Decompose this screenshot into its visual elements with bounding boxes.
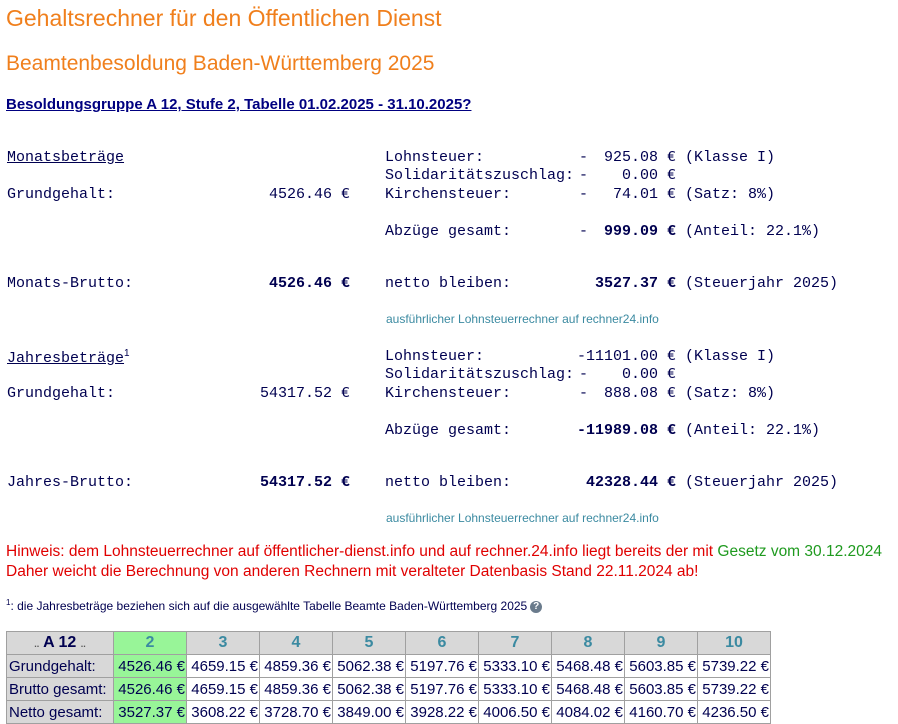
row-label: Brutto gesamt: — [7, 678, 114, 701]
monthly-soli-sign: - — [579, 167, 589, 184]
monthly-netto-label: netto bleiben: — [385, 275, 512, 292]
stufe-column-header[interactable]: 9 — [625, 632, 698, 655]
monthly-kirchensteuer-label: Kirchensteuer: — [385, 186, 512, 203]
yearly-grundgehalt-value: 54317.52 € — [259, 385, 350, 402]
jahres-brutto-value: 54317.52 € — [259, 474, 350, 491]
table-cell: 4659.15 € — [187, 655, 260, 678]
yearly-lohnsteuer-label: Lohnsteuer: — [385, 348, 485, 365]
table-cell: 5739.22 € — [698, 655, 771, 678]
stufe-column-header[interactable]: 2 — [114, 632, 187, 655]
yearly-kirchensteuer-note: (Satz: 8%) — [685, 385, 776, 402]
table-cell: 5062.38 € — [333, 678, 406, 701]
table-cell: 5739.22 € — [698, 678, 771, 701]
yearly-soli-value: 0.00 € — [621, 366, 676, 383]
table-cell: 4859.36 € — [260, 678, 333, 701]
yearly-kirchensteuer-value: 888.08 € — [603, 385, 676, 402]
hint-line-2: Daher weicht die Berechnung von anderen Rechnern mit veralteter Datenbasis Stand 22.11.2024 ab! — [6, 563, 699, 580]
stufe-column-header[interactable]: 7 — [479, 632, 552, 655]
yearly-abzuege-note: (Anteil: 22.1%) — [685, 422, 821, 439]
table-cell: 5197.76 € — [406, 678, 479, 701]
jahresbetraege-heading-text: Jahresbeträge — [7, 350, 125, 367]
jahresbetraege-heading — [7, 348, 130, 367]
monthly-lohnsteuer-sign: - — [579, 149, 589, 166]
yearly-rechner24-link[interactable]: ausführlicher Lohnsteuerrechner auf rechner24.info — [386, 511, 659, 525]
table-cell: 3608.22 € — [187, 701, 260, 724]
besoldungsgruppe-link[interactable]: Besoldungsgruppe A 12, Stufe 2, Tabelle 01.02.2025 - 31.10.2025? — [6, 96, 472, 113]
table-cell: 3728.70 € — [260, 701, 333, 724]
corner-prefix: .. — [34, 639, 40, 649]
table-row-netto — [7, 701, 771, 724]
monthly-lohnsteuer-value: 925.08 € — [603, 149, 676, 166]
table-cell: 3928.22 € — [406, 701, 479, 724]
table-cell: 5468.48 € — [552, 678, 625, 701]
table-cell: 5603.85 € — [625, 678, 698, 701]
question-circle-icon[interactable]: ? — [530, 601, 542, 613]
monthly-soli-label: Solidaritätszuschlag: — [385, 167, 575, 184]
jahres-brutto-label: Jahres-Brutto: — [7, 474, 134, 491]
monthly-rechner24-link[interactable]: ausführlicher Lohnsteuerrechner auf rechner24.info — [386, 312, 659, 326]
yearly-abzuege-value: -11989.08 € — [576, 422, 676, 439]
table-cell: 3527.37 € — [114, 701, 187, 724]
table-cell: 5062.38 € — [333, 655, 406, 678]
yearly-soli-sign: - — [579, 366, 589, 383]
monthly-abzuege-label: Abzüge gesamt: — [385, 223, 512, 240]
table-cell: 4526.46 € — [114, 655, 187, 678]
yearly-lohnsteuer-value: -11101.00 € — [576, 348, 676, 365]
table-cell: 4084.02 € — [552, 701, 625, 724]
hint-line-1-green: Gesetz vom 30.12.2024 — [717, 543, 882, 560]
yearly-grundgehalt-label: Grundgehalt: — [7, 385, 116, 402]
footnote-text: : die Jahresbeträge beziehen sich auf die ausgewählte Tabelle Beamte Baden-Württemberg 2025 — [10, 599, 528, 613]
monthly-abzuege-note: (Anteil: 22.1%) — [685, 223, 821, 240]
corner-suffix: .. — [80, 639, 86, 649]
table-cell: 4160.70 € — [625, 701, 698, 724]
monthly-abzuege-value: 999.09 € — [603, 223, 676, 240]
yearly-lohnsteuer-note: (Klasse I) — [685, 348, 776, 365]
monats-brutto-label: Monats-Brutto: — [7, 275, 134, 292]
table-cell: 5333.10 € — [479, 655, 552, 678]
table-cell: 5603.85 € — [625, 655, 698, 678]
table-cell: 4006.50 € — [479, 701, 552, 724]
hint-line-1-red: Hinweis: dem Lohnsteuerrechner auf öffentlicher-dienst.info und auf rechner.24.info liegt bereits der mit — [6, 543, 718, 560]
monthly-netto-note: (Steuerjahr 2025) — [685, 275, 839, 292]
monthly-lohnsteuer-note: (Klasse I) — [685, 149, 776, 166]
yearly-netto-note: (Steuerjahr 2025) — [685, 474, 839, 491]
monatsbetraege-heading: Monatsbeträge — [7, 149, 125, 166]
footnote-marker: 1 — [6, 598, 11, 607]
monthly-grundgehalt-value: 4526.46 € — [268, 186, 350, 203]
table-cell: 4236.50 € — [698, 701, 771, 724]
yearly-netto-value: 42328.44 € — [585, 474, 676, 491]
table-corner-group[interactable] — [7, 632, 114, 655]
stufe-column-header[interactable]: 8 — [552, 632, 625, 655]
jahresbetraege-footnote-marker: 1 — [124, 348, 130, 359]
table-cell: 4659.15 € — [187, 678, 260, 701]
page-subtitle: Beamtenbesoldung Baden-Württemberg 2025 — [6, 52, 435, 75]
table-row-grundgehalt — [7, 655, 771, 678]
monthly-lohnsteuer-label: Lohnsteuer: — [385, 149, 485, 166]
yearly-soli-label: Solidaritätszuschlag: — [385, 366, 575, 383]
salary-table-header-row — [7, 632, 771, 655]
table-cell: 3849.00 € — [333, 701, 406, 724]
monthly-abzuege-sign: - — [579, 223, 589, 240]
row-label: Grundgehalt: — [7, 655, 114, 678]
yearly-kirchensteuer-label: Kirchensteuer: — [385, 385, 512, 402]
monats-brutto-value: 4526.46 € — [268, 275, 350, 292]
monthly-kirchensteuer-sign: - — [579, 186, 589, 203]
monthly-soli-value: 0.00 € — [621, 167, 676, 184]
table-cell: 5468.48 € — [552, 655, 625, 678]
row-label: Netto gesamt: — [7, 701, 114, 724]
monthly-kirchensteuer-note: (Satz: 8%) — [685, 186, 776, 203]
footnote — [6, 598, 542, 613]
table-row-brutto — [7, 678, 771, 701]
table-cell: 5333.10 € — [479, 678, 552, 701]
hint-line-1 — [6, 543, 898, 561]
monthly-netto-value: 3527.37 € — [594, 275, 676, 292]
stufe-column-header[interactable]: 4 — [260, 632, 333, 655]
corner-group-label: A 12 — [43, 634, 77, 651]
stufe-column-header[interactable]: 3 — [187, 632, 260, 655]
table-cell: 4859.36 € — [260, 655, 333, 678]
table-cell: 5197.76 € — [406, 655, 479, 678]
yearly-netto-label: netto bleiben: — [385, 474, 512, 491]
stufe-column-header[interactable]: 5 — [333, 632, 406, 655]
table-cell: 4526.46 € — [114, 678, 187, 701]
page-title: Gehaltsrechner für den Öffentlichen Dienst — [6, 5, 442, 31]
stufe-column-header[interactable]: 10 — [698, 632, 771, 655]
yearly-kirchensteuer-sign: - — [579, 385, 589, 402]
yearly-abzuege-label: Abzüge gesamt: — [385, 422, 512, 439]
monthly-kirchensteuer-value: 74.01 € — [612, 186, 676, 203]
stufe-column-header[interactable]: 6 — [406, 632, 479, 655]
monthly-grundgehalt-label: Grundgehalt: — [7, 186, 116, 203]
salary-table — [6, 631, 771, 724]
